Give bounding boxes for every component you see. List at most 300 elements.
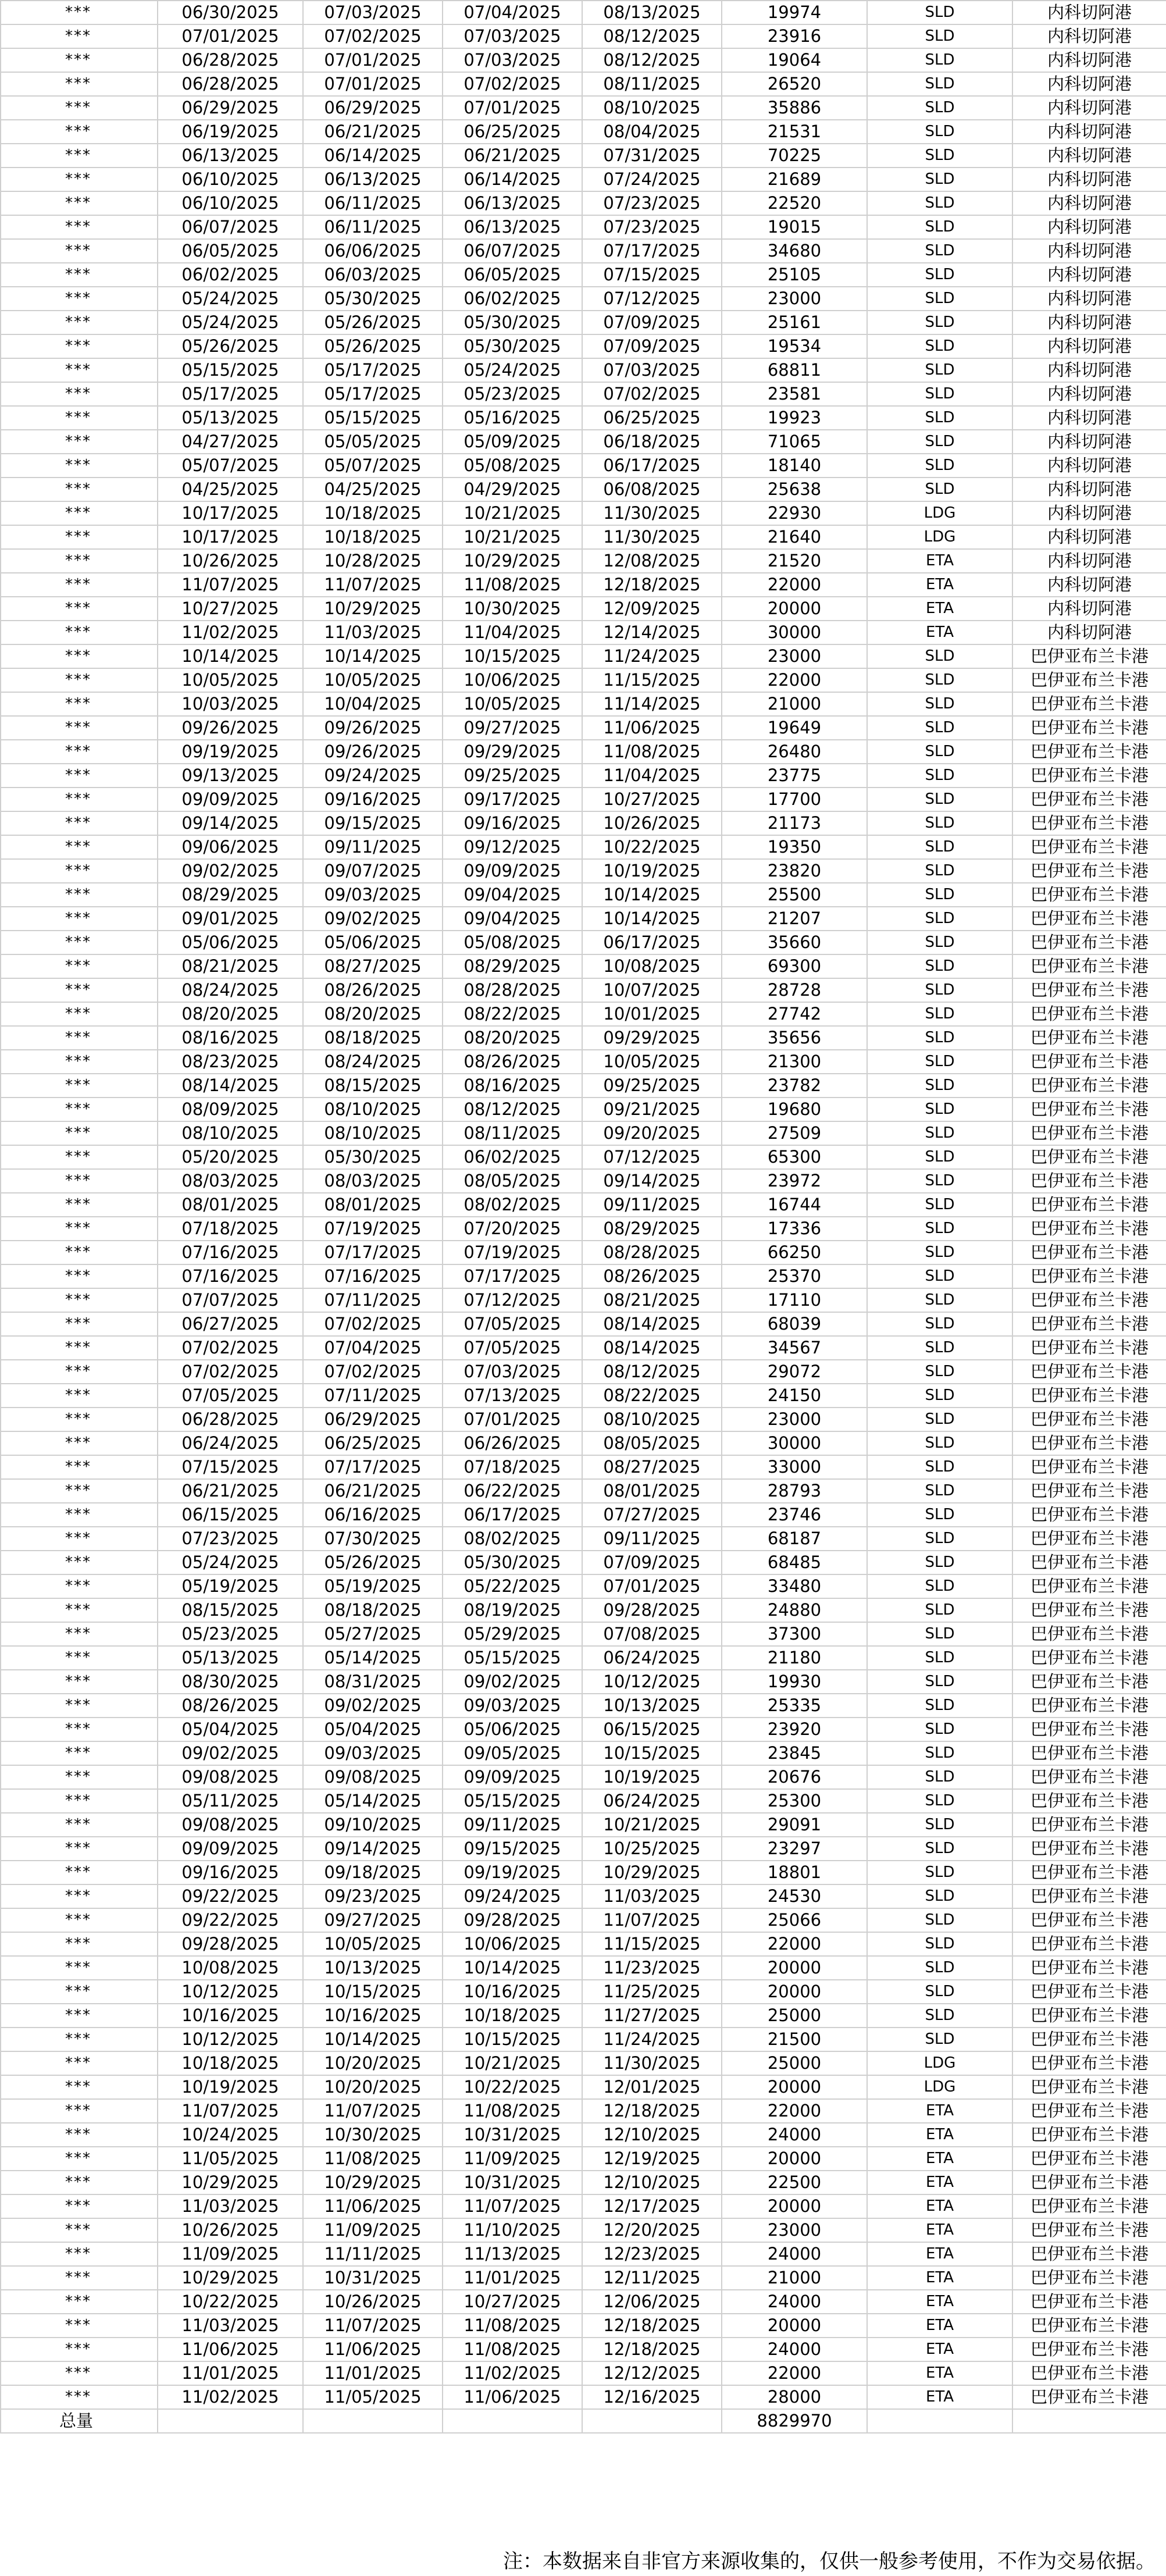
date-cell-2: 11/03/2025 [303,621,443,644]
status-cell: SLD [867,1932,1012,1956]
date-cell-3: 10/27/2025 [443,2290,582,2314]
status-cell: SLD [867,1837,1012,1861]
date-cell-1: 08/09/2025 [158,1098,303,1121]
disclaimer-note: 注：本数据来自非官方来源收集的，仅供一般参考使用，不作为交易依据。 [503,2550,1156,2573]
arrival-date-cell: 08/12/2025 [582,1360,722,1384]
port-cell: 巴伊亚布兰卡港 [1012,2218,1166,2242]
status-cell: ETA [867,2361,1012,2385]
date-cell-3: 11/08/2025 [443,573,582,597]
quantity-cell: 69300 [722,954,867,978]
table-row [1,1956,1166,1980]
vessel-cell: *** [1,2123,158,2147]
quantity-cell: 33000 [722,1455,867,1479]
date-cell-3: 07/18/2025 [443,1455,582,1479]
arrival-date-cell: 12/06/2025 [582,2290,722,2314]
vessel-cell: *** [1,954,158,978]
date-cell-2: 11/06/2025 [303,2338,443,2361]
date-cell-2: 04/25/2025 [303,478,443,501]
quantity-cell: 22000 [722,2361,867,2385]
port-cell: 巴伊亚布兰卡港 [1012,1217,1166,1241]
table-row [1,1336,1166,1360]
quantity-cell: 23000 [722,2218,867,2242]
status-cell: SLD [867,120,1012,144]
vessel-cell: *** [1,1384,158,1408]
vessel-cell: *** [1,788,158,811]
date-cell-3: 05/06/2025 [443,1718,582,1741]
quantity-cell: 25066 [722,1908,867,1932]
date-cell-3: 08/26/2025 [443,1050,582,1074]
arrival-date-cell: 06/25/2025 [582,406,722,430]
status-cell: ETA [867,2290,1012,2314]
arrival-date-cell: 08/14/2025 [582,1312,722,1336]
vessel-cell: *** [1,2028,158,2051]
date-cell-1: 07/18/2025 [158,1217,303,1241]
table-row [1,2147,1166,2171]
status-cell: ETA [867,2266,1012,2290]
date-cell-2: 09/26/2025 [303,740,443,764]
date-cell-3: 11/09/2025 [443,2147,582,2171]
port-cell: 巴伊亚布兰卡港 [1012,811,1166,835]
arrival-date-cell: 12/12/2025 [582,2361,722,2385]
quantity-cell: 17110 [722,1288,867,1312]
quantity-cell: 19923 [722,406,867,430]
quantity-cell: 20000 [722,597,867,621]
date-cell-1: 06/28/2025 [158,48,303,72]
date-cell-3: 09/24/2025 [443,1884,582,1908]
date-cell-2: 11/06/2025 [303,2194,443,2218]
table-row [1,907,1166,931]
vessel-cell: *** [1,1741,158,1765]
vessel-cell: *** [1,1861,158,1884]
vessel-cell: *** [1,1431,158,1455]
status-cell: SLD [867,2028,1012,2051]
arrival-date-cell: 06/18/2025 [582,430,722,454]
port-cell: 内科切阿港 [1012,263,1166,287]
date-cell-2: 05/26/2025 [303,1551,443,1574]
vessel-cell: *** [1,263,158,287]
date-cell-2: 07/02/2025 [303,1312,443,1336]
date-cell-3: 10/31/2025 [443,2171,582,2194]
date-cell-2: 09/14/2025 [303,1837,443,1861]
table-row [1,1646,1166,1670]
date-cell-1: 05/24/2025 [158,311,303,334]
port-cell: 内科切阿港 [1012,501,1166,525]
status-cell: ETA [867,2218,1012,2242]
table-row [1,96,1166,120]
status-cell: SLD [867,1145,1012,1169]
date-cell-3: 09/17/2025 [443,788,582,811]
vessel-cell: *** [1,382,158,406]
date-cell-2: 09/02/2025 [303,907,443,931]
table-row [1,1622,1166,1646]
table-row [1,1479,1166,1503]
date-cell-1: 09/02/2025 [158,859,303,883]
date-cell-1: 09/26/2025 [158,716,303,740]
date-cell-2: 08/26/2025 [303,978,443,1002]
table-row [1,1384,1166,1408]
table-row [1,788,1166,811]
port-cell: 巴伊亚布兰卡港 [1012,1074,1166,1098]
arrival-date-cell: 07/23/2025 [582,215,722,239]
quantity-cell: 21300 [722,1050,867,1074]
arrival-date-cell: 10/12/2025 [582,1670,722,1694]
table-row [1,168,1166,191]
table-row [1,215,1166,239]
port-cell: 巴伊亚布兰卡港 [1012,1026,1166,1050]
port-cell: 巴伊亚布兰卡港 [1012,1813,1166,1837]
table-row [1,2266,1166,2290]
vessel-cell: *** [1,1837,158,1861]
status-cell: SLD [867,1193,1012,1217]
date-cell-2: 09/02/2025 [303,1694,443,1718]
port-cell: 内科切阿港 [1012,215,1166,239]
date-cell-2: 09/07/2025 [303,859,443,883]
vessel-cell: *** [1,1884,158,1908]
date-cell-2: 10/20/2025 [303,2075,443,2099]
port-cell: 巴伊亚布兰卡港 [1012,1312,1166,1336]
date-cell-1: 11/06/2025 [158,2338,303,2361]
port-cell: 巴伊亚布兰卡港 [1012,1932,1166,1956]
table-row [1,1455,1166,1479]
arrival-date-cell: 08/12/2025 [582,48,722,72]
vessel-cell: *** [1,2242,158,2266]
table-row [1,1241,1166,1264]
table-row [1,668,1166,692]
arrival-date-cell: 09/21/2025 [582,1098,722,1121]
status-cell: ETA [867,2314,1012,2338]
quantity-cell: 20676 [722,1765,867,1789]
date-cell-2: 10/20/2025 [303,2051,443,2075]
arrival-date-cell: 08/28/2025 [582,1241,722,1264]
vessel-cell: *** [1,1718,158,1741]
arrival-date-cell: 06/17/2025 [582,454,722,478]
arrival-date-cell: 10/25/2025 [582,1837,722,1861]
date-cell-3: 09/03/2025 [443,1694,582,1718]
arrival-date-cell: 11/24/2025 [582,644,722,668]
quantity-cell: 24530 [722,1884,867,1908]
date-cell-2: 10/04/2025 [303,692,443,716]
date-cell-3: 06/05/2025 [443,263,582,287]
arrival-date-cell: 08/04/2025 [582,120,722,144]
status-cell: LDG [867,501,1012,525]
status-cell: SLD [867,1121,1012,1145]
table-row [1,287,1166,311]
date-cell-1: 07/07/2025 [158,1288,303,1312]
table-row [1,48,1166,72]
date-cell-2: 05/26/2025 [303,311,443,334]
table-row [1,1932,1166,1956]
table-row [1,2051,1166,2075]
arrival-date-cell: 09/14/2025 [582,1169,722,1193]
vessel-cell: *** [1,1408,158,1431]
quantity-cell: 70225 [722,144,867,168]
port-cell: 巴伊亚布兰卡港 [1012,1694,1166,1718]
date-cell-1: 11/05/2025 [158,2147,303,2171]
date-cell-3: 06/02/2025 [443,1145,582,1169]
arrival-date-cell: 08/26/2025 [582,1264,722,1288]
quantity-cell: 21640 [722,525,867,549]
date-cell-3: 08/16/2025 [443,1074,582,1098]
vessel-cell: *** [1,1527,158,1551]
port-cell: 内科切阿港 [1012,96,1166,120]
status-cell: LDG [867,2051,1012,2075]
status-cell: SLD [867,1408,1012,1431]
quantity-cell: 68811 [722,358,867,382]
table-row [1,501,1166,525]
quantity-cell: 17336 [722,1217,867,1241]
vessel-cell: *** [1,501,158,525]
port-cell: 巴伊亚布兰卡港 [1012,1121,1166,1145]
date-cell-3: 10/15/2025 [443,2028,582,2051]
quantity-cell: 22000 [722,668,867,692]
date-cell-1: 04/25/2025 [158,478,303,501]
date-cell-2: 08/18/2025 [303,1598,443,1622]
status-cell: ETA [867,2242,1012,2266]
vessel-cell: *** [1,740,158,764]
date-cell-2: 06/29/2025 [303,96,443,120]
port-cell: 巴伊亚布兰卡港 [1012,2147,1166,2171]
date-cell-1: 05/26/2025 [158,334,303,358]
status-cell: SLD [867,239,1012,263]
date-cell-1: 05/17/2025 [158,382,303,406]
table-row [1,72,1166,96]
port-cell: 内科切阿港 [1012,621,1166,644]
quantity-cell: 22000 [722,1932,867,1956]
table-row [1,2099,1166,2123]
date-cell-3: 06/25/2025 [443,120,582,144]
status-cell: SLD [867,96,1012,120]
status-cell: SLD [867,263,1012,287]
port-cell: 巴伊亚布兰卡港 [1012,2266,1166,2290]
date-cell-1: 09/08/2025 [158,1813,303,1837]
date-cell-1: 05/23/2025 [158,1622,303,1646]
status-cell: SLD [867,931,1012,954]
quantity-cell: 35886 [722,96,867,120]
date-cell-3: 07/12/2025 [443,1288,582,1312]
table-row [1,1694,1166,1718]
port-cell: 巴伊亚布兰卡港 [1012,2314,1166,2338]
date-cell-3: 09/09/2025 [443,859,582,883]
status-cell: SLD [867,1074,1012,1098]
arrival-date-cell: 08/13/2025 [582,1,722,24]
date-cell-1: 08/20/2025 [158,1002,303,1026]
date-cell-3: 11/08/2025 [443,2099,582,2123]
status-cell: SLD [867,1789,1012,1813]
date-cell-2: 09/08/2025 [303,1765,443,1789]
port-cell: 巴伊亚布兰卡港 [1012,668,1166,692]
quantity-cell: 24000 [722,2290,867,2314]
table-row [1,1,1166,24]
arrival-date-cell: 10/14/2025 [582,907,722,931]
port-cell: 巴伊亚布兰卡港 [1012,1193,1166,1217]
quantity-cell: 23820 [722,859,867,883]
vessel-cell: *** [1,1646,158,1670]
date-cell-1: 10/17/2025 [158,525,303,549]
vessel-cell: *** [1,1264,158,1288]
quantity-cell: 68039 [722,1312,867,1336]
table-row [1,1980,1166,2004]
arrival-date-cell: 07/12/2025 [582,287,722,311]
date-cell-1: 09/08/2025 [158,1765,303,1789]
date-cell-3: 05/24/2025 [443,358,582,382]
quantity-cell: 21500 [722,2028,867,2051]
status-cell: SLD [867,1241,1012,1264]
date-cell-3: 09/16/2025 [443,811,582,835]
table-row [1,2385,1166,2409]
table-row [1,144,1166,168]
date-cell-2: 09/24/2025 [303,764,443,788]
arrival-date-cell: 10/15/2025 [582,1741,722,1765]
arrival-date-cell: 07/12/2025 [582,1145,722,1169]
table-row [1,1718,1166,1741]
vessel-cell: *** [1,1813,158,1837]
date-cell-2: 11/07/2025 [303,2314,443,2338]
date-cell-2: 10/26/2025 [303,2290,443,2314]
port-cell: 内科切阿港 [1012,120,1166,144]
date-cell-1: 06/30/2025 [158,1,303,24]
date-cell-1: 06/28/2025 [158,72,303,96]
status-cell: SLD [867,1813,1012,1837]
date-cell-3: 11/06/2025 [443,2385,582,2409]
arrival-date-cell: 09/25/2025 [582,1074,722,1098]
port-cell: 巴伊亚布兰卡港 [1012,1241,1166,1264]
quantity-cell: 26520 [722,72,867,96]
date-cell-2: 08/01/2025 [303,1193,443,1217]
arrival-date-cell: 08/14/2025 [582,1336,722,1360]
quantity-cell: 25500 [722,883,867,907]
port-cell: 内科切阿港 [1012,168,1166,191]
date-cell-2: 07/17/2025 [303,1241,443,1264]
vessel-cell: *** [1,597,158,621]
date-cell-1: 08/26/2025 [158,1694,303,1718]
total-empty-cell [1012,2409,1166,2433]
port-cell: 巴伊亚布兰卡港 [1012,1098,1166,1121]
date-cell-3: 09/05/2025 [443,1741,582,1765]
date-cell-3: 11/07/2025 [443,2194,582,2218]
vessel-cell: *** [1,96,158,120]
port-cell: 内科切阿港 [1012,549,1166,573]
date-cell-3: 11/02/2025 [443,2361,582,2385]
status-cell: SLD [867,24,1012,48]
arrival-date-cell: 09/29/2025 [582,1026,722,1050]
port-cell: 内科切阿港 [1012,72,1166,96]
quantity-cell: 25335 [722,1694,867,1718]
port-cell: 内科切阿港 [1012,525,1166,549]
port-cell: 巴伊亚布兰卡港 [1012,1646,1166,1670]
port-cell: 巴伊亚布兰卡港 [1012,1479,1166,1503]
table-row [1,859,1166,883]
status-cell: SLD [867,692,1012,716]
date-cell-3: 09/25/2025 [443,764,582,788]
date-cell-3: 07/01/2025 [443,1408,582,1431]
table-row [1,954,1166,978]
date-cell-3: 09/12/2025 [443,835,582,859]
status-cell: SLD [867,311,1012,334]
arrival-date-cell: 10/19/2025 [582,1765,722,1789]
table-row [1,1026,1166,1050]
status-cell: SLD [867,740,1012,764]
date-cell-2: 09/15/2025 [303,811,443,835]
arrival-date-cell: 11/08/2025 [582,740,722,764]
arrival-date-cell: 07/09/2025 [582,1551,722,1574]
quantity-cell: 27742 [722,1002,867,1026]
port-cell: 巴伊亚布兰卡港 [1012,692,1166,716]
status-cell: SLD [867,430,1012,454]
arrival-date-cell: 11/23/2025 [582,1956,722,1980]
quantity-cell: 24000 [722,2242,867,2266]
vessel-cell: *** [1,1074,158,1098]
port-cell: 巴伊亚布兰卡港 [1012,835,1166,859]
date-cell-2: 10/29/2025 [303,2171,443,2194]
status-cell: ETA [867,2147,1012,2171]
date-cell-2: 09/23/2025 [303,1884,443,1908]
date-cell-2: 09/03/2025 [303,883,443,907]
arrival-date-cell: 07/09/2025 [582,311,722,334]
quantity-cell: 20000 [722,2075,867,2099]
date-cell-2: 07/30/2025 [303,1527,443,1551]
quantity-cell: 19064 [722,48,867,72]
date-cell-1: 09/14/2025 [158,811,303,835]
arrival-date-cell: 07/17/2025 [582,239,722,263]
date-cell-2: 08/18/2025 [303,1026,443,1050]
date-cell-2: 10/13/2025 [303,1956,443,1980]
table-row [1,1050,1166,1074]
date-cell-3: 10/15/2025 [443,644,582,668]
table-row [1,191,1166,215]
table-row [1,1908,1166,1932]
date-cell-3: 06/02/2025 [443,287,582,311]
port-cell: 巴伊亚布兰卡港 [1012,1765,1166,1789]
date-cell-3: 08/28/2025 [443,978,582,1002]
quantity-cell: 18801 [722,1861,867,1884]
arrival-date-cell: 12/09/2025 [582,597,722,621]
quantity-cell: 23845 [722,1741,867,1765]
date-cell-3: 06/22/2025 [443,1479,582,1503]
table-row [1,24,1166,48]
date-cell-3: 05/30/2025 [443,311,582,334]
date-cell-2: 10/18/2025 [303,525,443,549]
date-cell-2: 05/04/2025 [303,1718,443,1741]
quantity-cell: 68187 [722,1527,867,1551]
date-cell-1: 09/09/2025 [158,788,303,811]
vessel-cell: *** [1,1050,158,1074]
arrival-date-cell: 06/24/2025 [582,1646,722,1670]
date-cell-3: 10/29/2025 [443,549,582,573]
arrival-date-cell: 11/30/2025 [582,2051,722,2075]
status-cell: SLD [867,1169,1012,1193]
table-row [1,1884,1166,1908]
table-row [1,2194,1166,2218]
arrival-date-cell: 09/28/2025 [582,1598,722,1622]
date-cell-2: 10/30/2025 [303,2123,443,2147]
arrival-date-cell: 08/22/2025 [582,1384,722,1408]
table-row [1,334,1166,358]
vessel-cell: *** [1,358,158,382]
table-row [1,311,1166,334]
date-cell-1: 09/09/2025 [158,1837,303,1861]
table-row [1,382,1166,406]
quantity-cell: 18140 [722,454,867,478]
status-cell: SLD [867,1861,1012,1884]
vessel-cell: *** [1,1932,158,1956]
vessel-cell: *** [1,144,158,168]
date-cell-1: 06/10/2025 [158,168,303,191]
total-label: 总量 [1,2409,158,2433]
status-cell: SLD [867,1312,1012,1336]
table-row [1,263,1166,287]
date-cell-1: 10/14/2025 [158,644,303,668]
date-cell-1: 09/16/2025 [158,1861,303,1884]
